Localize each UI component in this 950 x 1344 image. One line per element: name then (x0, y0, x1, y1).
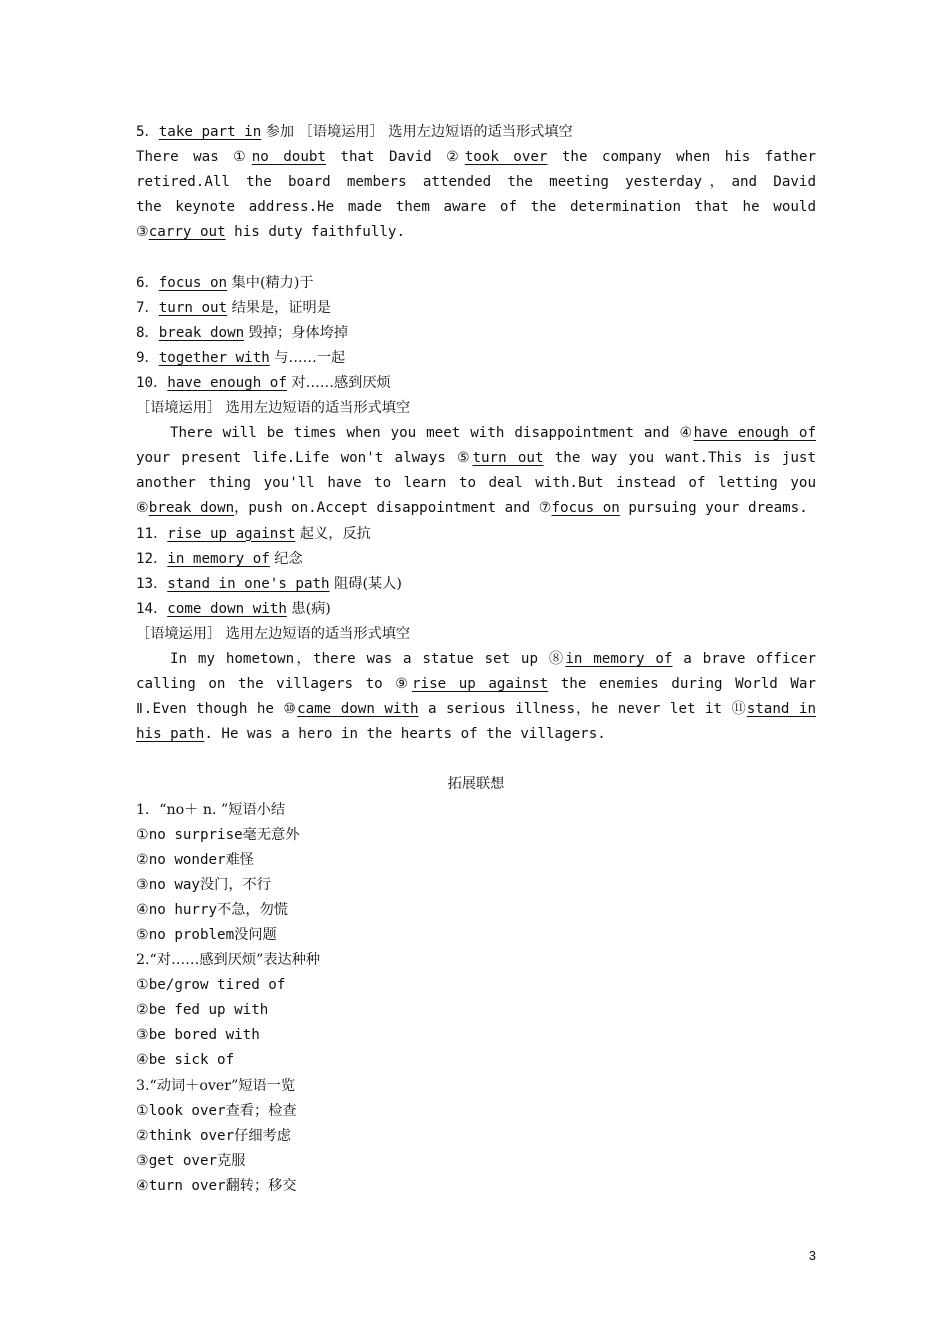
phrase-meaning: 起义，反抗 (295, 525, 371, 542)
item-number: 12． (136, 550, 168, 567)
phrase-text: in memory of (167, 550, 270, 567)
answer-blank: focus on (551, 500, 620, 517)
extension-item: ④no hurry不急，勿慌 (136, 901, 288, 918)
phrase-text: take part in (158, 124, 262, 140)
text-segment: retired.All the board members attended the meeting yesterday，and David (136, 174, 816, 191)
answer-blank: no doubt (251, 149, 326, 166)
phrase-item (136, 321, 816, 346)
phrase-meaning: 纪念 (269, 550, 303, 567)
paragraph-line (136, 195, 816, 220)
item-number: 9． (136, 349, 159, 366)
context-label: ［语境运用］ 选用左边短语的适当形式填空 (136, 625, 411, 642)
phrase-text: have enough of (167, 374, 287, 391)
context-label: ［语境运用］ 选用左边短语的适当形式填空 (136, 400, 411, 417)
answer-blank: took over (464, 149, 548, 166)
phrase-item (136, 346, 816, 371)
extension-item: ④be sick of (136, 1052, 235, 1069)
item-number: 8． (136, 324, 159, 341)
text-segment: There was ① (136, 149, 252, 166)
page-number: 3 (808, 1248, 816, 1263)
document-page (136, 120, 816, 1199)
text-segment: ③ (136, 224, 149, 241)
paragraph-line (136, 496, 816, 521)
extension-item: ②no wonder难怪 (136, 851, 254, 868)
extension-item: ①look over查看；检查 (136, 1102, 297, 1119)
phrase-meaning: 参加 ［语境运用］ 选用左边短语的适当形式填空 (261, 124, 573, 140)
paragraph-line (136, 722, 816, 747)
answer-blank: came down with (297, 701, 419, 718)
text-segment: the company when his father (547, 149, 816, 166)
text-segment: his duty faithfully. (225, 224, 405, 241)
section-title: 拓展联想 (447, 776, 505, 793)
extension-item: ②think over仔细考虑 (136, 1127, 291, 1144)
phrase-text: stand in one's path (167, 575, 330, 592)
exercise-paragraph-1 (136, 145, 816, 245)
blank-line (136, 245, 816, 270)
phrase-meaning: 集中(精力)于 (227, 274, 314, 291)
item-number: 13． (136, 575, 168, 592)
extension-list (136, 798, 816, 1200)
extension-item: ⑤no problem没问题 (136, 927, 277, 943)
phrase-text: break down (158, 324, 245, 341)
extension-item: ③be bored with (136, 1027, 260, 1044)
paragraph-line (136, 672, 816, 697)
text-segment: pursuing your dreams. (619, 500, 808, 517)
text-segment: a brave officer (672, 650, 816, 667)
blank-line (136, 747, 816, 772)
phrase-text: focus on (158, 274, 228, 291)
extension-item: ③get over克服 (136, 1152, 246, 1169)
answer-blank: turn out (472, 450, 544, 467)
phrase-item (136, 271, 816, 296)
phrase-item (136, 522, 816, 547)
phrase-item (136, 572, 816, 597)
phrase-item-5: 5．take part in 参加 ［语境运用］ 选用左边短语的适当形式填空 (136, 124, 573, 140)
extension-item: ①no surprise毫无意外 (136, 826, 300, 843)
text-segment: that David ② (325, 149, 465, 166)
paragraph-line (136, 421, 816, 446)
phrase-item (136, 296, 816, 321)
answer-blank: break down (148, 500, 235, 517)
answer-blank: stand in (746, 701, 816, 718)
phrase-text: come down with (167, 600, 287, 617)
text-segment: a serious illness，he never let it ⑪ (418, 701, 747, 718)
item-number: 10． (136, 374, 168, 391)
text-segment: ，push on.Accept disappointment and ⑦ (234, 500, 552, 517)
paragraph-line (136, 647, 816, 672)
paragraph-line (136, 446, 816, 471)
item-number: 11． (136, 525, 168, 542)
answer-blank: carry out (148, 224, 226, 241)
paragraph-line (136, 471, 816, 496)
extension-heading: 1．“no＋ n. ”短语小结 (136, 801, 286, 818)
text-segment: In my hometown，there was a statue set up ⑧ (170, 650, 566, 667)
extension-item: ①be/grow tired of (136, 977, 286, 994)
text-segment: the enemies during World War (548, 676, 816, 693)
text-segment: ⑥ (136, 500, 149, 517)
text-segment: the way you want.This is just (543, 450, 816, 467)
extension-item: ④turn over翻转；移交 (136, 1177, 297, 1194)
paragraph-line (136, 170, 816, 195)
phrase-list-b (136, 522, 816, 622)
phrase-item (136, 597, 816, 622)
phrase-meaning: 结果是，证明是 (227, 299, 331, 316)
answer-blank: his path (136, 726, 205, 743)
paragraph-line (136, 697, 816, 722)
phrase-item (136, 547, 816, 572)
answer-blank: have enough of (693, 425, 816, 442)
phrase-meaning: 毁掉；身体垮掉 (244, 324, 348, 341)
text-segment: calling on the villagers to ⑨ (136, 676, 413, 693)
answer-blank: in memory of (565, 650, 673, 667)
extension-item: ③no way没门，不行 (136, 876, 271, 893)
phrase-meaning: 对……感到厌烦 (286, 374, 391, 391)
extension-heading: 2.“对……感到厌烦”表达种种 (136, 952, 321, 969)
phrase-meaning: 患(病) (286, 600, 331, 617)
text-segment: Ⅱ.Even though he ⑩ (136, 701, 298, 718)
extension-heading: 3.“动词＋over”短语一览 (136, 1077, 296, 1094)
item-number: 7． (136, 299, 159, 316)
text-segment: another thing you'll have to learn to deal with.But instead of letting you (136, 475, 816, 492)
item-number: 14． (136, 600, 168, 617)
phrase-text: rise up against (167, 525, 296, 542)
text-segment: your present life.Life won't always ⑤ (136, 450, 473, 467)
paragraph-line (136, 220, 816, 245)
phrase-list-a (136, 271, 816, 396)
text-segment: There will be times when you meet with disappointment and ④ (170, 425, 694, 442)
exercise-paragraph-2 (136, 421, 816, 521)
item-number: 6． (136, 274, 159, 291)
extension-item: ②be fed up with (136, 1002, 269, 1019)
phrase-meaning: 与……一起 (269, 349, 346, 366)
phrase-meaning: 阻碍(某人) (329, 575, 402, 592)
exercise-paragraph-3 (136, 647, 816, 747)
text-segment: the keynote address.He made them aware of the determination that he would (136, 199, 816, 216)
paragraph-line (136, 145, 816, 170)
text-segment: . He was a hero in the hearts of the villagers. (204, 726, 606, 743)
phrase-text: turn out (158, 299, 228, 316)
phrase-item (136, 371, 816, 396)
answer-blank: rise up against (412, 676, 549, 693)
phrase-text: together with (158, 349, 270, 366)
